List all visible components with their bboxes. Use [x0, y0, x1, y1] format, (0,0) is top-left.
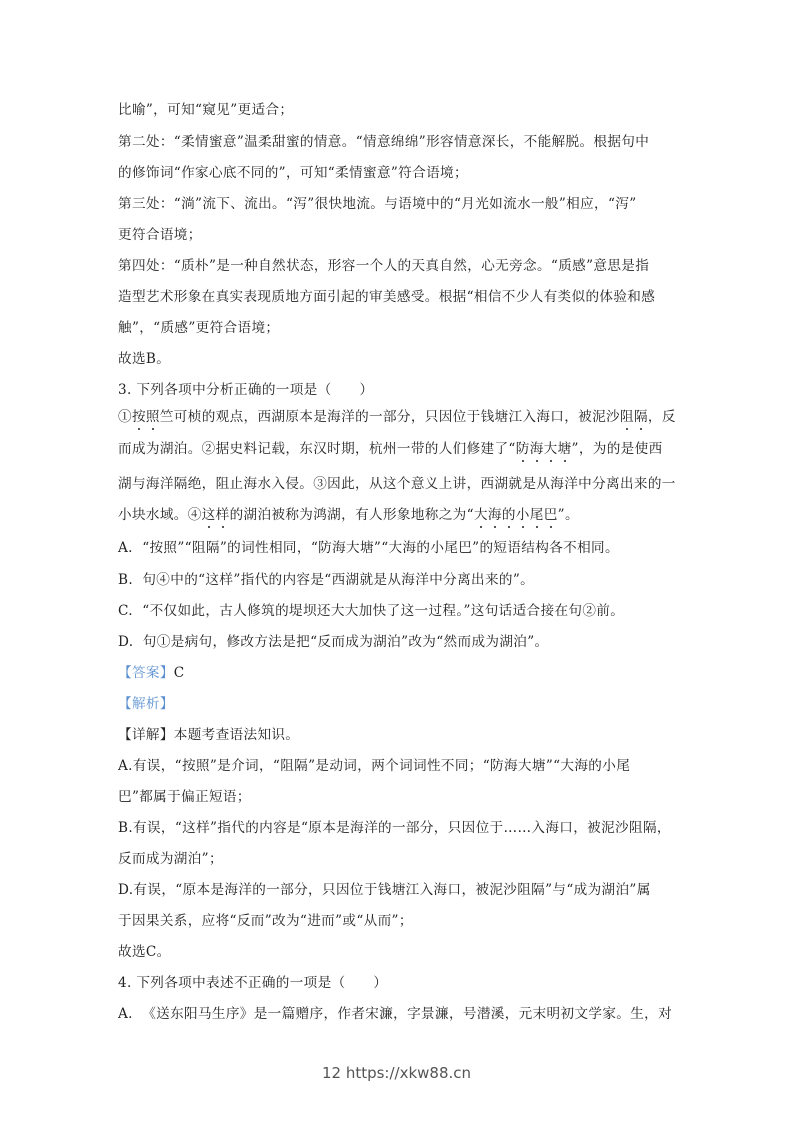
- emphasis-dot-char: 海: [529, 441, 544, 457]
- emphasis-dot-char: 小: [515, 507, 530, 523]
- emphasis-dot-char: 样: [215, 507, 230, 523]
- option-b: [118, 571, 678, 589]
- conclusion-text: 故选B。: [118, 351, 171, 367]
- option-d: [118, 633, 678, 651]
- conclusion-text: 故选C。: [118, 944, 171, 960]
- emphasized-word: [474, 507, 558, 523]
- passage-text: 的湖泊被称为鸿湖，有人形象地称之为“: [229, 507, 474, 523]
- passage-text: 小块水域。④: [118, 507, 202, 523]
- option-label: B.: [118, 572, 134, 588]
- analysis-label: 【解析】: [118, 696, 174, 712]
- explanation-line: 于因果关系，应将“反而”改为“进而”或“从而”；: [118, 913, 413, 929]
- explanation-line: 比喻”，可知“窥见”更适合；: [118, 102, 294, 118]
- page-footer: [0, 1064, 793, 1082]
- option-text: 句①是病句，修改方法是把“反而成为湖泊”改为“然而成为湖泊”。: [142, 634, 549, 650]
- option-text: 句④中的“这样”指代的内容是“西湖就是从海洋中分离出来的”。: [142, 572, 535, 588]
- explanation-line: B.有误，“这样”指代的内容是“原本是海洋的一部分，只因位于……入海口，被泥沙阻隔，: [118, 820, 671, 836]
- explanation-line: 触”，“质感”更符合语境；: [118, 320, 280, 336]
- emphasis-dot-char: 大: [543, 441, 558, 457]
- explanation-line: 第三处：“淌”流下、流出。“泻”很快地流。与语境中的“月光如流水一般”相应，“泻”: [118, 196, 637, 212]
- emphasized-word: [132, 409, 160, 425]
- answer-label: 【答案】: [118, 665, 174, 681]
- emphasis-dot-char: 防: [515, 441, 530, 457]
- emphasis-dot-char: 塘: [557, 441, 572, 457]
- emphasis-dot-char: 照: [145, 409, 160, 425]
- passage-line: [118, 506, 678, 524]
- explanation-line: 造型艺术形象在真实表现质地方面引起的审美感受。根据“相信不少人有类似的体验和感: [118, 289, 656, 305]
- emphasized-word: [516, 441, 572, 457]
- emphasis-dot-char: 巴: [543, 507, 558, 523]
- detail-line: [118, 726, 678, 744]
- option-c: [118, 602, 678, 620]
- passage-line: 湖与海洋隔绝，阻止海水入侵。③因此，从这个意义上讲，西湖就是从海洋中分离出来的一: [118, 476, 676, 492]
- explanation-line: A.有误，“按照”是介词，“阻隔”是动词，两个词词性不同；“防海大塘”“大海的小尾: [118, 758, 631, 774]
- option-a: [118, 1005, 678, 1023]
- footer-link[interactable]: https://xkw88.cn: [345, 1064, 472, 1082]
- emphasis-dot-char: 按: [131, 409, 146, 425]
- passage-line: [118, 408, 678, 426]
- emphasis-dot-char: 的: [501, 507, 516, 523]
- emphasized-word: [202, 507, 230, 523]
- emphasis-dot-char: 这: [201, 507, 216, 523]
- explanation-line: 的修饰词“作家心底不同的”，可知“柔情蜜意”符合语境；: [118, 165, 468, 181]
- passage-line: [118, 440, 678, 458]
- passage-text: ”，为的是使西: [571, 441, 663, 457]
- emphasis-dot-char: 尾: [529, 507, 544, 523]
- passage-text: 竺可桢的观点，西湖原本是海洋的一部分，只因位于钱塘江入海口，被泥沙: [159, 409, 621, 425]
- passage-text: ”。: [557, 507, 579, 523]
- explanation-line: 第二处：“柔情蜜意”温柔甜蜜的情意。“情意绵绵”形容情意深长，不能解脱。根据句中: [118, 134, 650, 150]
- option-text: “不仅如此，古人修筑的堤坝还大大加快了这一过程。”这句话适合接在句②前。: [142, 603, 625, 619]
- passage-text: ，反: [647, 409, 676, 425]
- emphasized-word: [620, 409, 648, 425]
- answer-line: [118, 664, 678, 682]
- option-label: C.: [118, 603, 133, 619]
- explanation-line: 第四处：“质朴”是一种自然状态，形容一个人的天真自然，心无旁念。“质感”意思是指: [118, 258, 650, 274]
- detail-label: 【详解】: [118, 727, 174, 743]
- option-label: A.: [118, 540, 133, 556]
- explanation-line: 巴”都属于偏正短语；: [118, 789, 251, 805]
- question-4-stem: 4. 下列各项中表述不正确的一项是（ ）: [118, 975, 388, 991]
- emphasis-dot-char: 阻: [620, 409, 634, 425]
- passage-text: 而成为湖泊。②据史料记载，东汉时期，杭州一带的人们修建了“: [118, 441, 516, 457]
- explanation-line: 反而成为湖泊”；: [118, 851, 223, 867]
- answer-value: C: [173, 665, 185, 681]
- detail-intro: 本题考查语法知识。: [173, 727, 300, 743]
- passage-text: ①: [118, 409, 132, 425]
- explanation-line: D.有误，“原本是海洋的一部分，只因位于钱塘江入海口，被泥沙阻隔”与“成为湖泊”属: [118, 882, 651, 898]
- explanation-line: 更符合语境；: [118, 227, 202, 243]
- emphasis-dot-char: 海: [487, 507, 502, 523]
- page-number: 12: [321, 1064, 342, 1082]
- option-text: “按照”“阻隔”的词性相同，“防海大塘”“大海的小尾巴”的短语结构各不相同。: [142, 540, 619, 556]
- emphasis-dot-char: 大: [473, 507, 488, 523]
- option-label: D.: [118, 634, 134, 650]
- option-label: A.: [118, 1006, 133, 1022]
- option-text: 《送东阳马生序》是一篇赠序，作者宋濂，字景濂，号潜溪，元末明初文学家。生，对: [142, 1006, 673, 1022]
- emphasis-dot-char: 隔: [633, 409, 648, 425]
- question-3-stem: 3. 下列各项中分析正确的一项是（ ）: [118, 382, 374, 398]
- option-a: [118, 539, 678, 557]
